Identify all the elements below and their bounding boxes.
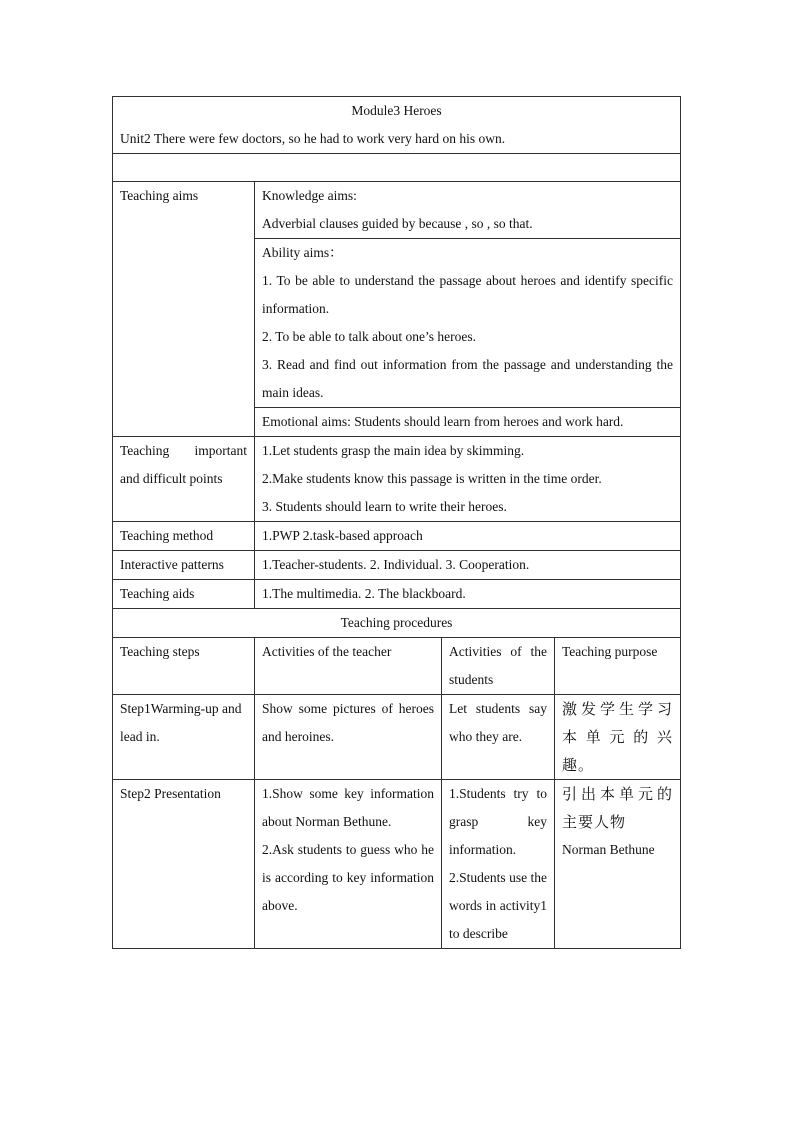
important-point-1: 1.Let students grasp the main idea by skimming. [262, 443, 525, 458]
blank-row [113, 154, 681, 182]
step-2-teacher-1: 1.Show some key information about Norman Bethune. [262, 786, 434, 829]
knowledge-aims-row [113, 182, 681, 239]
step-2-students-2: 2.Students use the words in activity1 to describe [449, 870, 547, 941]
step-2-teacher-2: 2.Ask students to guess who he is according to key information above. [262, 842, 434, 913]
aids-value: 1.The multimedia. 2. The blackboard. [255, 580, 681, 609]
step-2-purpose-cn: 引出本单元的主要人物 [562, 785, 674, 831]
aids-row [113, 580, 681, 609]
aids-label: Teaching aids [113, 580, 255, 609]
step-1-label: Step1Warming-up and lead in. [113, 695, 255, 780]
important-point-2: 2.Make students know this passage is written in the time order. [262, 471, 602, 486]
method-label: Teaching method [113, 522, 255, 551]
teaching-aims-label: Teaching aims [113, 182, 255, 437]
step-1-teacher: Show some pictures of heroes and heroines. [255, 695, 442, 780]
emotional-aims-cell: Emotional aims: Students should learn from heroes and work hard. [255, 408, 681, 437]
step-2-purpose [555, 780, 681, 949]
blank-cell [113, 154, 681, 182]
module-title: Module3 Heroes [351, 103, 442, 118]
procedures-title: Teaching procedures [113, 609, 681, 638]
step-1-purpose: 激发学生学习本单元的兴趣。 [555, 695, 681, 780]
patterns-label: Interactive patterns [113, 551, 255, 580]
important-points-cell [255, 437, 681, 522]
method-row [113, 522, 681, 551]
lesson-plan-table [112, 96, 681, 949]
lesson-plan-page [112, 96, 680, 949]
ability-aim-2: 2. To be able to talk about one’s heroes. [262, 329, 477, 344]
important-point-3: 3. Students should learn to write their heroes. [262, 499, 507, 514]
header-row [113, 97, 681, 154]
header-cell [113, 97, 681, 154]
knowledge-aims-cell [255, 182, 681, 239]
procedures-header-row [113, 638, 681, 695]
step-2-students-1: 1.Students try to grasp key information. [449, 786, 547, 857]
procedures-title-row [113, 609, 681, 638]
patterns-row [113, 551, 681, 580]
step-2-teacher [255, 780, 442, 949]
ability-aims-cell [255, 239, 681, 408]
header-purpose: Teaching purpose [555, 638, 681, 695]
header-teacher-activities: Activities of the teacher [255, 638, 442, 695]
header-steps: Teaching steps [113, 638, 255, 695]
procedure-row-2 [113, 780, 681, 949]
knowledge-aims-text: Adverbial clauses guided by because , so , so that. [262, 216, 533, 231]
ability-aims-title: Ability aims： [262, 245, 343, 260]
step-2-purpose-en: Norman Bethune [562, 842, 655, 857]
step-1-students: Let students say who they are. [442, 695, 555, 780]
unit-title: Unit2 There were few doctors, so he had to work very hard on his own. [120, 131, 506, 146]
knowledge-aims-title: Knowledge aims: [262, 188, 357, 203]
important-points-label: Teaching important and difficult points [113, 437, 255, 522]
ability-aim-3: 3. Read and find out information from the passage and understanding the main ideas. [262, 357, 674, 400]
patterns-value: 1.Teacher-students. 2. Individual. 3. Cooperation. [255, 551, 681, 580]
step-2-label: Step2 Presentation [113, 780, 255, 949]
ability-aim-1: 1. To be able to understand the passage about heroes and identify specific information. [262, 273, 674, 316]
method-value: 1.PWP 2.task-based approach [255, 522, 681, 551]
important-points-row [113, 437, 681, 522]
step-2-students [442, 780, 555, 949]
header-student-activities: Activities of the students [442, 638, 555, 695]
procedure-row-1 [113, 695, 681, 780]
